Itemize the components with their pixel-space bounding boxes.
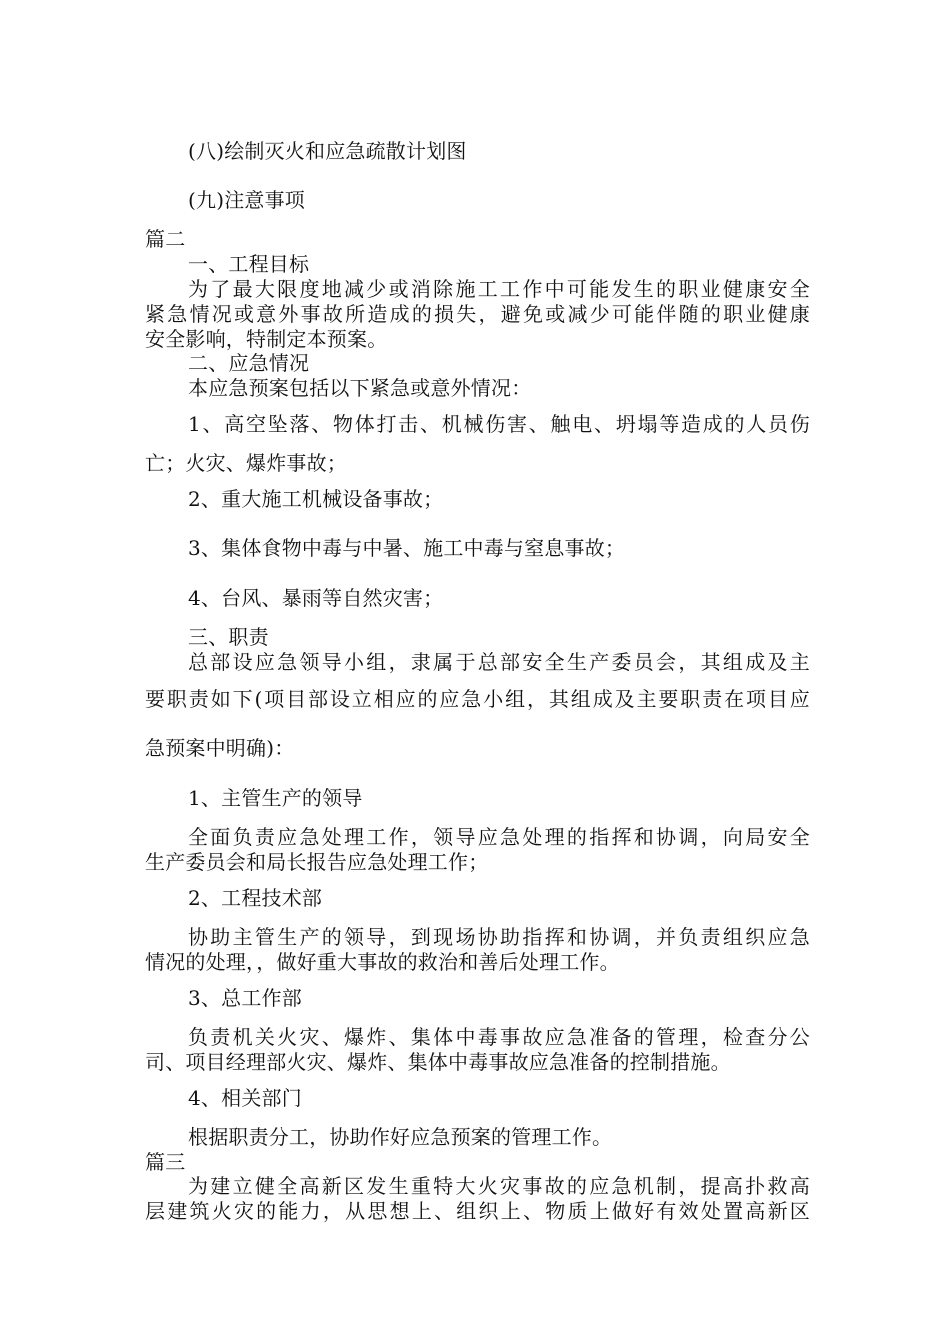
text-line: 4、台风、暴雨等自然灾害；	[188, 586, 444, 610]
text-line: 1、高空坠落、物体打击、机械伤害、触电、坍塌等造成的人员伤	[188, 412, 810, 436]
text-line: 一、工程目标	[188, 252, 310, 276]
text-line: 生产委员会和局长报告应急处理工作；	[145, 850, 489, 874]
text-line: (八)绘制灭火和应急疏散计划图	[188, 139, 467, 163]
text-line: 为建立健全高新区发生重特大火灾事故的应急机制，提高扑救高	[188, 1174, 810, 1198]
text-line: 1、主管生产的领导	[188, 786, 363, 810]
text-line: 协助主管生产的领导，到现场协助指挥和协调，并负责组织应急	[188, 925, 810, 949]
text-line: 急预案中明确)：	[145, 736, 295, 760]
text-line: 4、相关部门	[188, 1086, 302, 1110]
text-line: 负责机关火灾、爆炸、集体中毒事故应急准备的管理，检查分公	[188, 1025, 810, 1049]
text-line: 根据职责分工，协助作好应急预案的管理工作。	[188, 1125, 613, 1149]
text-line: 全面负责应急处理工作，领导应急处理的指挥和协调，向局安全	[188, 825, 810, 849]
text-line: 三、职责	[188, 625, 269, 649]
text-line: 2、重大施工机械设备事故；	[188, 487, 444, 511]
text-line: 司、项目经理部火灾、爆炸、集体中毒事故应急准备的控制措施。	[145, 1050, 731, 1074]
text-line: 总部设应急领导小组，隶属于总部安全生产委员会，其组成及主	[188, 650, 810, 674]
text-line: 层建筑火灾的能力，从思想上、组织上、物质上做好有效处置高新区	[145, 1199, 810, 1223]
text-line: 3、集体食物中毒与中暑、施工中毒与窒息事故；	[188, 536, 626, 560]
text-line: 亡；火灾、爆炸事故；	[145, 451, 347, 475]
text-line: 要职责如下(项目部设立相应的应急小组，其组成及主要职责在项目应	[145, 687, 810, 711]
section-heading: 篇二	[145, 227, 186, 251]
text-line: 2、工程技术部	[188, 886, 323, 910]
text-line: 3、总工作部	[188, 986, 302, 1010]
text-line: (九)注意事项	[188, 188, 306, 212]
text-line: 本应急预案包括以下紧急或意外情况：	[188, 376, 532, 400]
text-line: 安全影响，特制定本预案。	[145, 327, 388, 351]
text-line: 情况的处理，，做好重大事故的救治和善后处理工作。	[145, 950, 620, 974]
text-line: 二、应急情况	[188, 351, 310, 375]
text-line: 为了最大限度地减少或消除施工工作中可能发生的职业健康安全	[188, 277, 810, 301]
section-heading: 篇三	[145, 1150, 186, 1174]
text-line: 紧急情况或意外事故所造成的损失，避免或减少可能伴随的职业健康	[145, 302, 810, 326]
